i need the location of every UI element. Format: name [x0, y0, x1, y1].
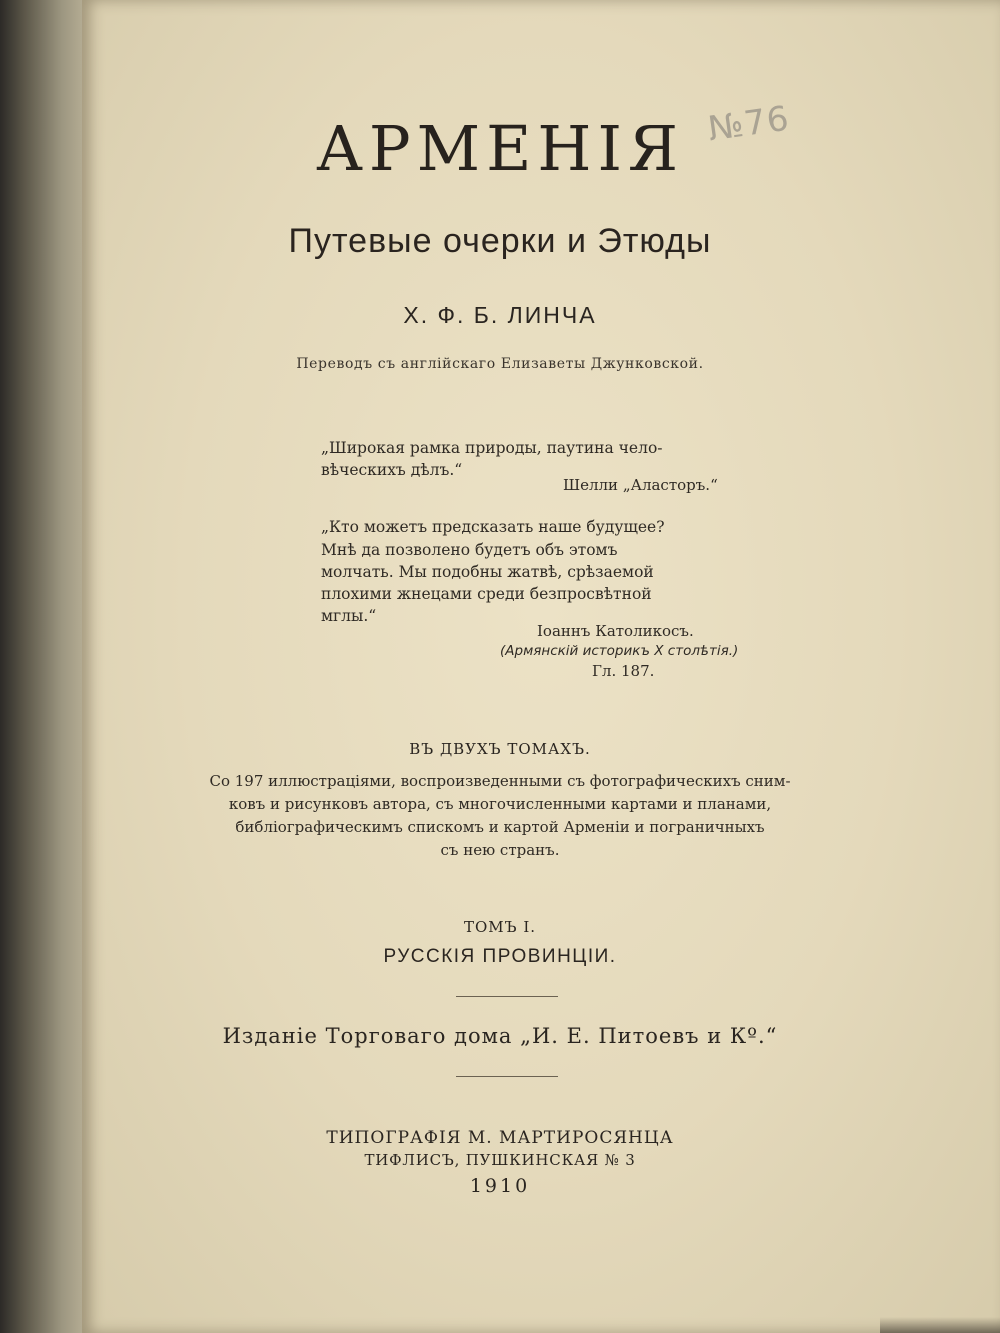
description-line: ковъ и рисунковъ автора, съ многочисленными картами и планами, [228, 795, 772, 813]
volume-number: ТОМЪ I. [463, 918, 537, 936]
description-line: Со 197 иллюстраціями, воспроизведенными съ фотографическихъ сним- [209, 772, 791, 790]
description-line: библіографическимъ спискомъ и картой Арменіи и пограничныхъ [235, 818, 765, 836]
epigraph-1-line: вѣческихъ дѣлъ.“ [321, 461, 463, 479]
volumes-note: ВЪ ДВУХЪ ТОМАХЪ. [409, 740, 591, 758]
publication-year: 1910 [469, 1175, 531, 1197]
epigraph-2-chapter: Гл. 187. [592, 662, 655, 680]
epigraph-2-line: „Кто можетъ предсказать наше будущее? [321, 518, 665, 536]
epigraph-2-attribution-note: (Армянскій историкъ X столѣтія.) [500, 643, 739, 659]
page-corner-shadow [880, 1317, 1000, 1333]
volume-title: РУССКІЯ ПРОВИНЦІИ. [383, 946, 617, 967]
author-name: Х. Ф. Б. ЛИНЧА [403, 302, 597, 328]
handwritten-mark: №76 [705, 98, 793, 150]
printer-name: ТИПОГРАФІЯ М. МАРТИРОСЯНЦА [326, 1128, 674, 1148]
description-line: съ нею странъ. [440, 841, 560, 859]
book-subtitle: Путевые очерки и Этюды [288, 222, 712, 260]
epigraph-1-attribution: Шелли „Аласторъ.“ [563, 476, 718, 494]
divider-rule [456, 996, 558, 997]
publisher-line: Изданіе Торговаго дома „И. Е. Питоевъ и Кº.“ [222, 1024, 778, 1048]
epigraph-2-line: Мнѣ да позволено будетъ объ этомъ [321, 541, 618, 559]
printer-address: ТИФЛИСЪ, ПУШКИНСКАЯ № 3 [364, 1151, 636, 1169]
epigraph-2-line: молчать. Мы подобны жатвѣ, срѣзаемой [321, 563, 654, 581]
epigraph-2-line: плохими жнецами среди безпросвѣтной [321, 585, 652, 603]
epigraph-2-line: мглы.“ [321, 607, 377, 625]
divider-rule [456, 1076, 558, 1077]
epigraph-2-attribution: Іоаннъ Католикосъ. [537, 622, 694, 640]
translator-credit: Переводъ съ англійскаго Елизаветы Джунковской. [296, 356, 704, 372]
epigraph-1-line: „Широкая рамка природы, паутина чело- [321, 439, 663, 457]
book-title: АРМЕНІЯ [315, 112, 685, 185]
